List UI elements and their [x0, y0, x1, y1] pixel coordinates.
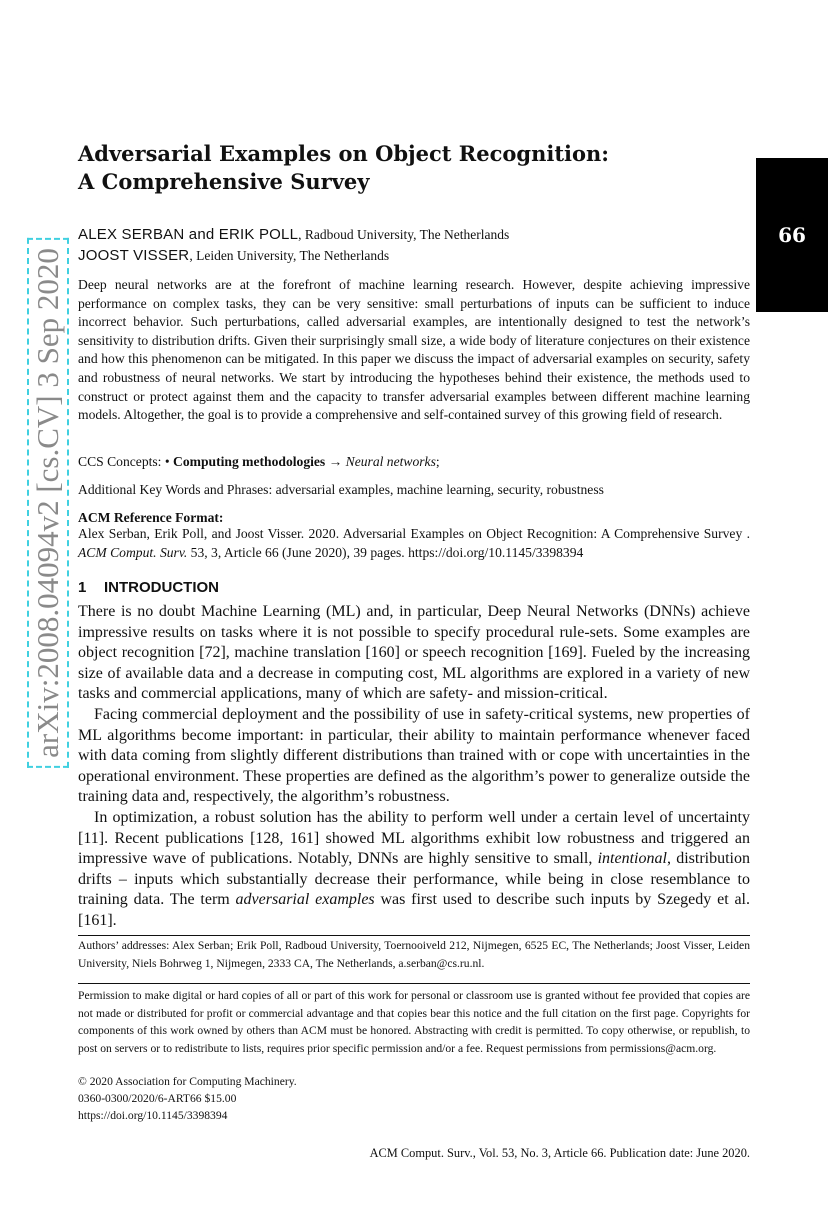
copyright-line: © 2020 Association for Computing Machinery.: [78, 1075, 297, 1088]
author-names-1: ALEX SERBAN and ERIK POLL: [78, 226, 299, 243]
ccs-arrow: →: [328, 454, 343, 469]
author-affiliation-2: , Leiden University, The Netherlands: [189, 248, 390, 263]
permission-divider: [78, 983, 750, 984]
author-block: [78, 224, 738, 266]
keywords: Additional Key Words and Phrases: adversarial examples, machine learning, security, robustness: [78, 482, 604, 497]
section-number: 1: [78, 579, 87, 596]
ccs-subconcept: Neural networks: [345, 454, 436, 469]
doi-line: https://doi.org/10.1145/3398394: [78, 1109, 228, 1122]
ccs-concept: Computing methodologies: [173, 454, 326, 469]
title-line-1: Adversarial Examples on Object Recognition:: [78, 141, 610, 166]
section-title: INTRODUCTION: [104, 579, 219, 596]
ccs-end: ;: [435, 454, 440, 469]
paragraph-3-part-a: In optimization, a robust solution has the ability to perform well under a certain level of uncertainty [11]. Recent publications [128, 161] showed ML algorithms exhibit low robustness and triggered an impressive wave of publications. Notably, DNNs are highly sensitive to small,: [78, 808, 750, 868]
ccs-label: CCS Concepts: •: [78, 454, 170, 469]
acm-reference-heading: ACM Reference Format:: [78, 510, 224, 525]
paragraph-2: Facing commercial deployment and the possibility of use in safety-critical systems, new properties of ML algorithms become important: in particular, their ability to maintain performance whenever faced with data coming from slightly different distributions than trained with or cope with uncertainties in the operational environment. These properties are defined as the algorithm’s power to generalize outside the training data and, respectively, the algorithm’s robustness.: [78, 705, 750, 806]
paragraph-1: There is no doubt Machine Learning (ML) and, in particular, Deep Neural Networks (DNNs) achieve impressive results on tasks where it is not possible to specify procedural rule-sets. Some examples are object recognition [72], machine translation [160] or speech recognition [169]. Fueled by the increasing size of available data and a decrease in computing cost, ML algorithms are explored in a variety of new tasks and commercial applications, many of which are safety- and mission-critical.: [78, 603, 750, 703]
authors-addresses: Authors’ addresses: Alex Serban; Erik Poll, Radboud University, Toernooiveld 212, Nijmegen, 6525 EC, The Netherlands; Joost Visser, Leiden University, Niels Bohrweg 1, Nijmegen, 2333 CA, The Netherlands, a.serban@cs.ru.nl.: [78, 939, 750, 970]
issn-line: 0360-0300/2020/6-ART66 $15.00: [78, 1092, 237, 1105]
author-line-2: [78, 245, 738, 266]
author-line-1: [78, 224, 738, 245]
paragraph-3-emphasis-1: intentional: [597, 850, 667, 868]
section-heading: [78, 578, 750, 598]
ccs-concepts: [78, 453, 750, 472]
paragraph-3-part-b: , distribution drifts – inputs which substantially decrease their performance, while being in close resemblance to training data. The term: [78, 850, 750, 909]
introduction-body: [78, 602, 750, 932]
acm-reference-journal: ACM Comput. Surv.: [78, 544, 188, 560]
paragraph-3-emphasis-2: adversarial examples: [235, 891, 375, 909]
paragraph-3-part-c: was first used to describe such inputs by Szegedy et al. [161].: [78, 891, 750, 929]
article-number-tab: [756, 158, 828, 312]
acm-reference: [78, 525, 750, 562]
paper-title: [78, 140, 718, 196]
title-line-2: A Comprehensive Survey: [78, 169, 370, 194]
acm-reference-text: Alex Serban, Erik Poll, and Joost Visser. 2020. Adversarial Examples on Object Recognition: A Comprehensive Survey .: [78, 526, 750, 541]
author-names-2: JOOST VISSER: [78, 247, 190, 264]
acm-reference-details: 53, 3, Article 66 (June 2020), 39 pages. https://doi.org/10.1145/3398394: [187, 544, 584, 560]
permission-notice: Permission to make digital or hard copies of all or part of this work for personal or classroom use is granted without fee provided that copies are not made or distributed for profit or commercial advantage and that copies bear this notice and the full citation on the first page. Copyrights for components of this work owned by others than ACM must be honored. Abstracting with credit is permitted. To copy otherwise, or republish, to post on servers or to redistribute to lists, requires prior specific permission and/or a fee. Request permissions from permissions@acm.org.: [78, 989, 750, 1055]
article-number: 66: [778, 223, 806, 247]
arxiv-stamp-text: arXiv:2008.04094v2 [cs.CV] 3 Sep 2020: [27, 238, 69, 768]
footnote-divider: [78, 935, 750, 936]
abstract: Deep neural networks are at the forefront of machine learning research. However, despite achieving impressive performance on complex tasks, they can be very sensitive: small perturbations of inputs can be sufficient to induce incorrect behavior. Such perturbations, called adversarial examples, are intentionally designed to test the network’s sensitivity to distribution drifts. Given their surprisingly small size, a wide body of literature conjectures on their existence and how this phenomenon can be mitigated. In this paper we discuss the impact of adversarial examples on security, safety and robustness of neural networks. We start by introducing the hypotheses behind their existence, the methods used to construct or protect against them and the capacity to transfer adversarial examples between different machine learning models. Altogether, the goal is to provide a comprehensive and self-contained survey of this growing field of research.: [78, 277, 750, 423]
running-footer: ACM Comput. Surv., Vol. 53, No. 3, Article 66. Publication date: June 2020.: [369, 1146, 750, 1160]
author-affiliation-1: , Radboud University, The Netherlands: [298, 227, 510, 242]
paragraph-3: [78, 808, 750, 932]
